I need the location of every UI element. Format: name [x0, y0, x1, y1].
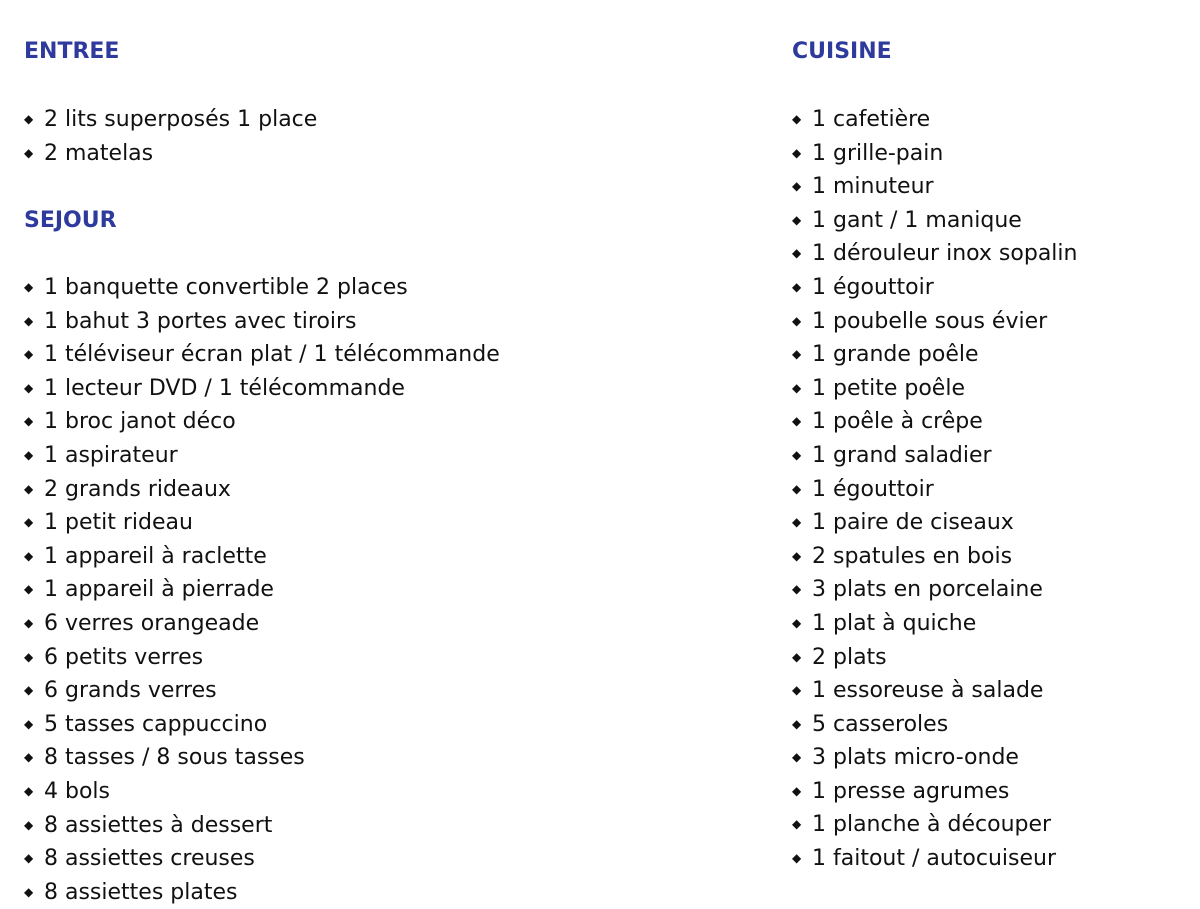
list-item: [24, 809, 500, 843]
diamond-bullet-icon: ◆: [792, 716, 802, 731]
list-item-label: 1 cafetière: [812, 107, 931, 132]
diamond-bullet-icon: ◆: [24, 884, 34, 899]
list-item-label: 8 tasses / 8 sous tasses: [44, 745, 305, 771]
list-item: [24, 573, 500, 607]
diamond-bullet-icon: ◆: [792, 347, 802, 362]
diamond-bullet-icon: ◆: [24, 851, 34, 866]
list-item: [24, 506, 500, 540]
list-item-label: 1 dérouleur inox sopalin: [812, 241, 1078, 267]
diamond-bullet-icon: ◆: [792, 783, 802, 798]
list-item-label: 8 assiettes plates: [44, 879, 238, 905]
list-item-label: 1 téléviseur écran plat / 1 télécommande: [44, 342, 500, 368]
list-item-label: 8 assiettes à dessert: [44, 812, 273, 838]
list-item-label: 1 grande poêle: [812, 342, 979, 368]
diamond-bullet-icon: ◆: [24, 615, 34, 630]
list-item: [24, 607, 500, 641]
list-item-label: 2 lits superposés 1 place: [44, 107, 318, 132]
list-item: [792, 540, 1077, 574]
list-item: [792, 842, 1077, 876]
list-item: [24, 540, 500, 574]
list-item: [24, 405, 500, 439]
list-item-label: 1 égouttoir: [812, 274, 934, 300]
list-item-label: 1 lecteur DVD / 1 télécommande: [44, 375, 405, 401]
list-item-label: 4 bols: [44, 778, 110, 804]
diamond-bullet-icon: ◆: [792, 380, 802, 395]
diamond-bullet-icon: ◆: [24, 280, 34, 294]
list-item-label: 3 plats micro-onde: [812, 745, 1019, 771]
list-item-label: 2 spatules en bois: [812, 543, 1013, 569]
list-item: [792, 641, 1077, 675]
diamond-bullet-icon: ◆: [24, 380, 34, 395]
list-item-label: 1 essoreuse à salade: [812, 678, 1044, 704]
list-item-label: 8 assiettes creuses: [44, 846, 255, 872]
diamond-bullet-icon: ◆: [24, 683, 34, 698]
list-item: [792, 708, 1077, 742]
list-item: [24, 708, 500, 742]
section-heading-cuisine: CUISINE: [792, 39, 892, 64]
list-item: [792, 170, 1077, 204]
diamond-bullet-icon: ◆: [792, 582, 802, 597]
diamond-bullet-icon: ◆: [792, 750, 802, 765]
list-item-label: 1 minuteur: [812, 174, 934, 200]
list-item: [24, 271, 500, 305]
diamond-bullet-icon: ◆: [792, 279, 802, 294]
diamond-bullet-icon: ◆: [24, 112, 34, 126]
entree-list: [24, 103, 317, 170]
list-item: [24, 439, 500, 473]
diamond-bullet-icon: ◆: [24, 750, 34, 765]
diamond-bullet-icon: ◆: [24, 817, 34, 832]
list-item: [792, 473, 1077, 507]
list-item-label: 1 petit rideau: [44, 510, 193, 536]
list-item: [792, 439, 1077, 473]
list-item: [792, 808, 1077, 842]
diamond-bullet-icon: ◆: [792, 313, 802, 328]
list-item-label: 1 poêle à crêpe: [812, 409, 983, 435]
list-item: [792, 271, 1077, 305]
list-item: [792, 607, 1077, 641]
diamond-bullet-icon: ◆: [24, 515, 34, 530]
cuisine-list: [792, 103, 1077, 876]
diamond-bullet-icon: ◆: [792, 515, 802, 530]
list-item-label: 1 banquette convertible 2 places: [44, 275, 408, 300]
list-item-label: 1 presse agrumes: [812, 778, 1010, 804]
diamond-bullet-icon: ◆: [24, 414, 34, 429]
list-item: [24, 674, 500, 708]
list-item: [792, 305, 1077, 339]
diamond-bullet-icon: ◆: [792, 683, 802, 698]
list-item: [792, 137, 1077, 171]
diamond-bullet-icon: ◆: [24, 347, 34, 362]
list-item-label: 2 matelas: [44, 140, 154, 166]
list-item-label: 1 appareil à pierrade: [44, 577, 274, 603]
list-item: [792, 237, 1077, 271]
list-item-label: 1 petite poêle: [812, 375, 965, 401]
diamond-bullet-icon: ◆: [24, 716, 34, 731]
diamond-bullet-icon: ◆: [792, 447, 802, 462]
diamond-bullet-icon: ◆: [792, 649, 802, 664]
diamond-bullet-icon: ◆: [792, 481, 802, 496]
diamond-bullet-icon: ◆: [792, 615, 802, 630]
list-item: [792, 775, 1077, 809]
diamond-bullet-icon: ◆: [792, 145, 802, 160]
list-item-label: 1 gant / 1 manique: [812, 207, 1022, 233]
list-item: [792, 573, 1077, 607]
list-item-label: 1 paire de ciseaux: [812, 510, 1014, 536]
list-item-label: 1 broc janot déco: [44, 409, 236, 435]
list-item: [24, 137, 317, 171]
list-item: [792, 338, 1077, 372]
list-item: [792, 741, 1077, 775]
list-item-label: 6 verres orangeade: [44, 610, 260, 636]
diamond-bullet-icon: ◆: [24, 145, 34, 160]
list-item: [24, 842, 500, 876]
diamond-bullet-icon: ◆: [792, 817, 802, 832]
list-item: [24, 338, 500, 372]
list-item-label: 1 planche à découper: [812, 812, 1052, 838]
diamond-bullet-icon: ◆: [792, 414, 802, 429]
diamond-bullet-icon: ◆: [792, 112, 802, 126]
list-item: [792, 674, 1077, 708]
diamond-bullet-icon: ◆: [24, 783, 34, 798]
list-item-label: 1 égouttoir: [812, 476, 934, 502]
list-item: [24, 876, 500, 909]
diamond-bullet-icon: ◆: [24, 582, 34, 597]
diamond-bullet-icon: ◆: [792, 548, 802, 563]
list-item-label: 1 faitout / autocuiseur: [812, 846, 1057, 872]
list-item-label: 1 grille-pain: [812, 140, 944, 166]
list-item-label: 2 plats: [812, 644, 887, 670]
diamond-bullet-icon: ◆: [792, 179, 802, 194]
sejour-list: [24, 271, 500, 909]
list-item-label: 6 petits verres: [44, 644, 204, 670]
list-item-label: 1 plat à quiche: [812, 610, 977, 636]
list-item-label: 2 grands rideaux: [44, 476, 231, 502]
diamond-bullet-icon: ◆: [792, 246, 802, 261]
diamond-bullet-icon: ◆: [24, 313, 34, 328]
list-item-label: 3 plats en porcelaine: [812, 577, 1043, 603]
list-item-label: 1 bahut 3 portes avec tiroirs: [44, 308, 357, 334]
section-heading-sejour: SEJOUR: [24, 208, 117, 233]
diamond-bullet-icon: ◆: [24, 481, 34, 496]
list-item: [24, 305, 500, 339]
list-item-label: 5 tasses cappuccino: [44, 711, 268, 737]
list-item-label: 6 grands verres: [44, 678, 217, 704]
list-item-label: 1 appareil à raclette: [44, 543, 267, 569]
list-item-label: 1 poubelle sous évier: [812, 308, 1048, 334]
section-heading-entree: ENTREE: [24, 39, 120, 64]
list-item: [792, 372, 1077, 406]
list-item: [792, 204, 1077, 238]
list-item: [24, 641, 500, 675]
list-item-label: 1 aspirateur: [44, 442, 178, 468]
list-item: [24, 741, 500, 775]
list-item-label: 1 grand saladier: [812, 442, 992, 468]
list-item: [24, 473, 500, 507]
list-item: [24, 775, 500, 809]
list-item-label: 5 casseroles: [812, 711, 949, 737]
list-item: [792, 506, 1077, 540]
diamond-bullet-icon: ◆: [792, 212, 802, 227]
list-item: [792, 103, 1077, 137]
diamond-bullet-icon: ◆: [24, 649, 34, 664]
diamond-bullet-icon: ◆: [24, 447, 34, 462]
list-item: [792, 405, 1077, 439]
diamond-bullet-icon: ◆: [792, 851, 802, 866]
diamond-bullet-icon: ◆: [24, 548, 34, 563]
list-item: [24, 103, 317, 137]
list-item: [24, 372, 500, 406]
